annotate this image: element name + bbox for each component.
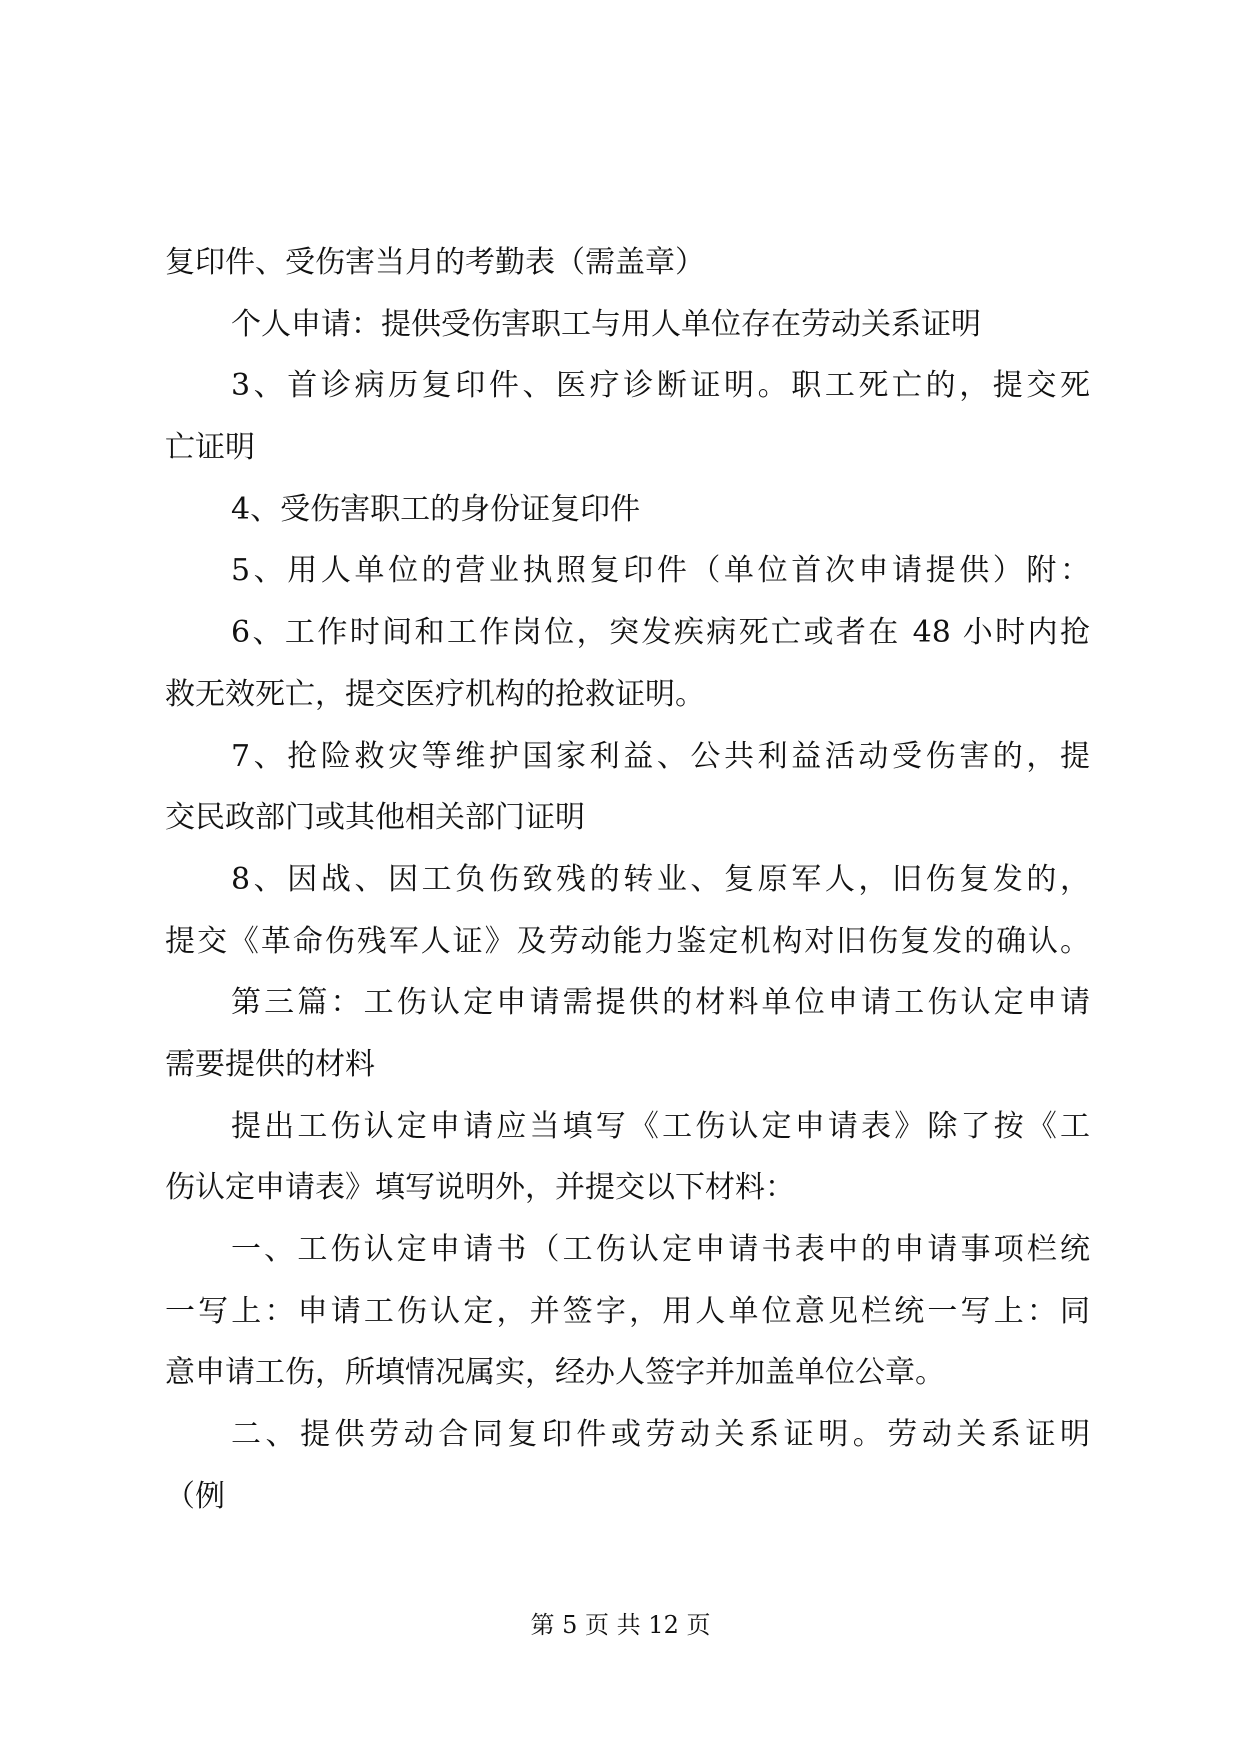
- text-line: 提出工伤认定申请应当填写《工伤认定申请表》除了按《工: [231, 1108, 1090, 1144]
- text-line: 伤认定申请表》填写说明外，并提交以下材料：: [165, 1170, 795, 1206]
- text-line: 3、首诊病历复印件、医疗诊断证明。职工死亡的，提交死: [231, 368, 1090, 404]
- text-line: 8、因战、因工负伤致残的转业、复原军人，旧伤复发的，: [231, 861, 1090, 897]
- text-line: 7、抢险救灾等维护国家利益、公共利益活动受伤害的，提: [231, 738, 1090, 774]
- text-line: 交民政部门或其他相关部门证明: [165, 800, 585, 836]
- text-line: 4、受伤害职工的身份证复印件: [231, 491, 641, 527]
- body-text: [165, 232, 1090, 1527]
- text-line: 亡证明: [165, 430, 255, 466]
- text-line: 意申请工伤，所填情况属实，经办人签字并加盖单位公章。: [165, 1355, 945, 1391]
- text-line: 第三篇：工伤认定申请需提供的材料单位申请工伤认定申请: [231, 985, 1090, 1021]
- text-line: 一写上：申请工伤认定，并签字，用人单位意见栏统一写上：同: [165, 1293, 1090, 1329]
- text-line: 救无效死亡，提交医疗机构的抢救证明。: [165, 676, 705, 712]
- text-line: 5、用人单位的营业执照复印件（单位首次申请提供）附：: [231, 553, 1090, 589]
- text-line: 个人申请：提供受伤害职工与用人单位存在劳动关系证明: [231, 306, 981, 342]
- text-line: 一、工伤认定申请书（工伤认定申请书表中的申请事项栏统: [231, 1232, 1090, 1267]
- text-line: 6、工作时间和工作岗位，突发疾病死亡或者在 48 小时内抢: [231, 615, 1090, 651]
- text-line: 二、提供劳动合同复印件或劳动关系证明。劳动关系证明: [231, 1417, 1090, 1453]
- text-line: 提交《革命伤残军人证》及劳动能力鉴定机构对旧伤复发的确认。: [165, 923, 1090, 959]
- text-line: 复印件、受伤害当月的考勤表（需盖章）: [165, 245, 705, 280]
- page-footer: 第 5 页 共 12 页: [530, 1611, 711, 1639]
- text-line: 需要提供的材料: [165, 1046, 375, 1082]
- text-line: （例: [165, 1478, 225, 1514]
